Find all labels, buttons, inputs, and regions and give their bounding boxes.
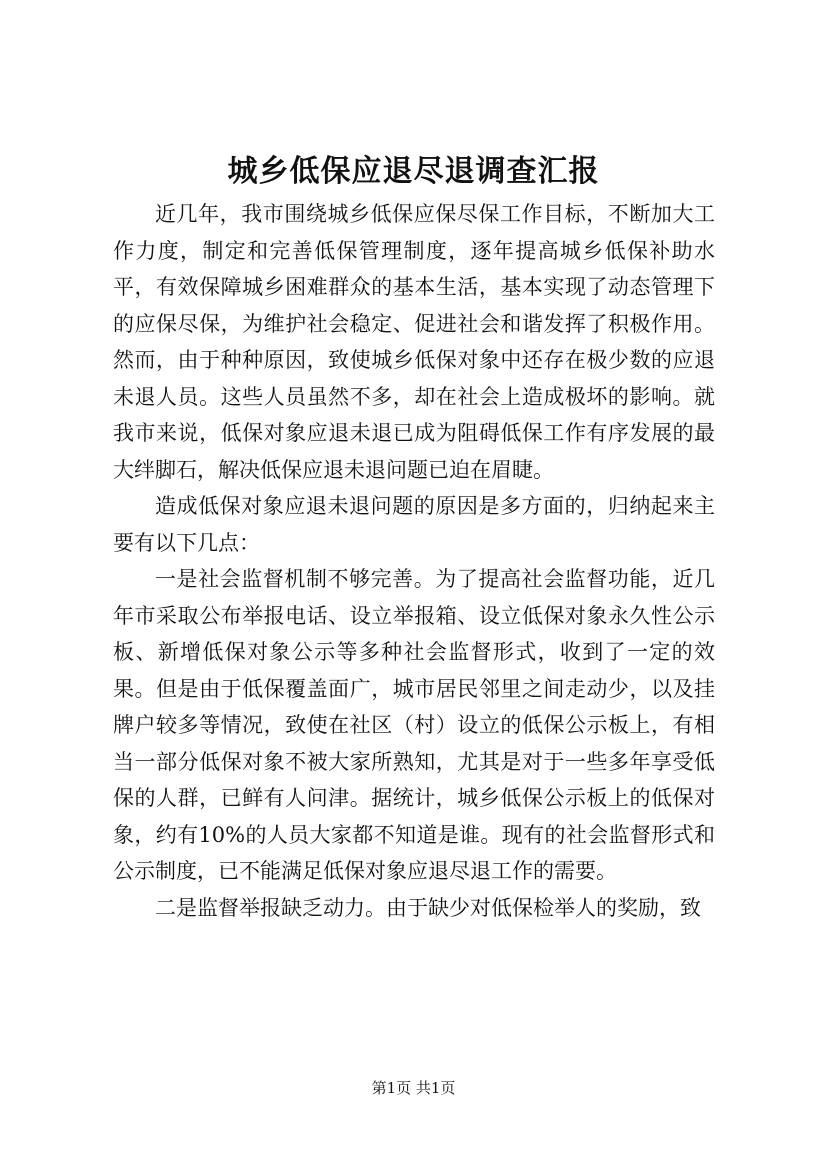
document-body: [113, 196, 715, 926]
paragraph-point-one: 一是社会监督机制不够完善。为了提高社会监督功能，近几年市采取公布举报电话、设立举报箱、设立低保对象永久性公示板、新增低保对象公示等多种社会监督形式，收到了一定的效果。但是由于低保覆盖面广，城市居民邻里之间走动少，以及挂牌户较多等情况，致使在社区（村）设立的低保公示板上，有相当一部分低保对象不被大家所熟知，尤其是对于一些多年享受低保的人群，已鲜有人问津。据统计，城乡低保公示板上的低保对象，约有10%的人员大家都不知道是谁。现有的社会监督形式和公示制度，已不能满足低保对象应退尽退工作的需要。: [113, 567, 715, 883]
page-number-footer: 第1页 共1页: [371, 1079, 456, 1097]
document-title: 城乡低保应退尽退调查汇报: [227, 154, 600, 189]
paragraph-point-two: 二是监督举报缺乏动力。由于缺少对低保检举人的奖励，致: [155, 895, 701, 920]
paragraph-causes-summary: 造成低保对象应退未退问题的原因是多方面的，归纳起来主要有以下几点：: [113, 494, 715, 555]
paragraph-intro: 近几年，我市围绕城乡低保应保尽保工作目标，不断加大工作力度，制定和完善低保管理制度，逐年提高城乡低保补助水平，有效保障城乡困难群众的基本生活，基本实现了动态管理下的应保尽保，为维护社会稳定、促进社会和谐发挥了积极作用。然而，由于种种原因，致使城乡低保对象中还存在极少数的应退未退人员。这些人员虽然不多，却在社会上造成极坏的影响。就我市来说，低保对象应退未退已成为阻碍低保工作有序发展的最大绊脚石，解决低保应退未退问题已迫在眉睫。: [113, 202, 715, 482]
